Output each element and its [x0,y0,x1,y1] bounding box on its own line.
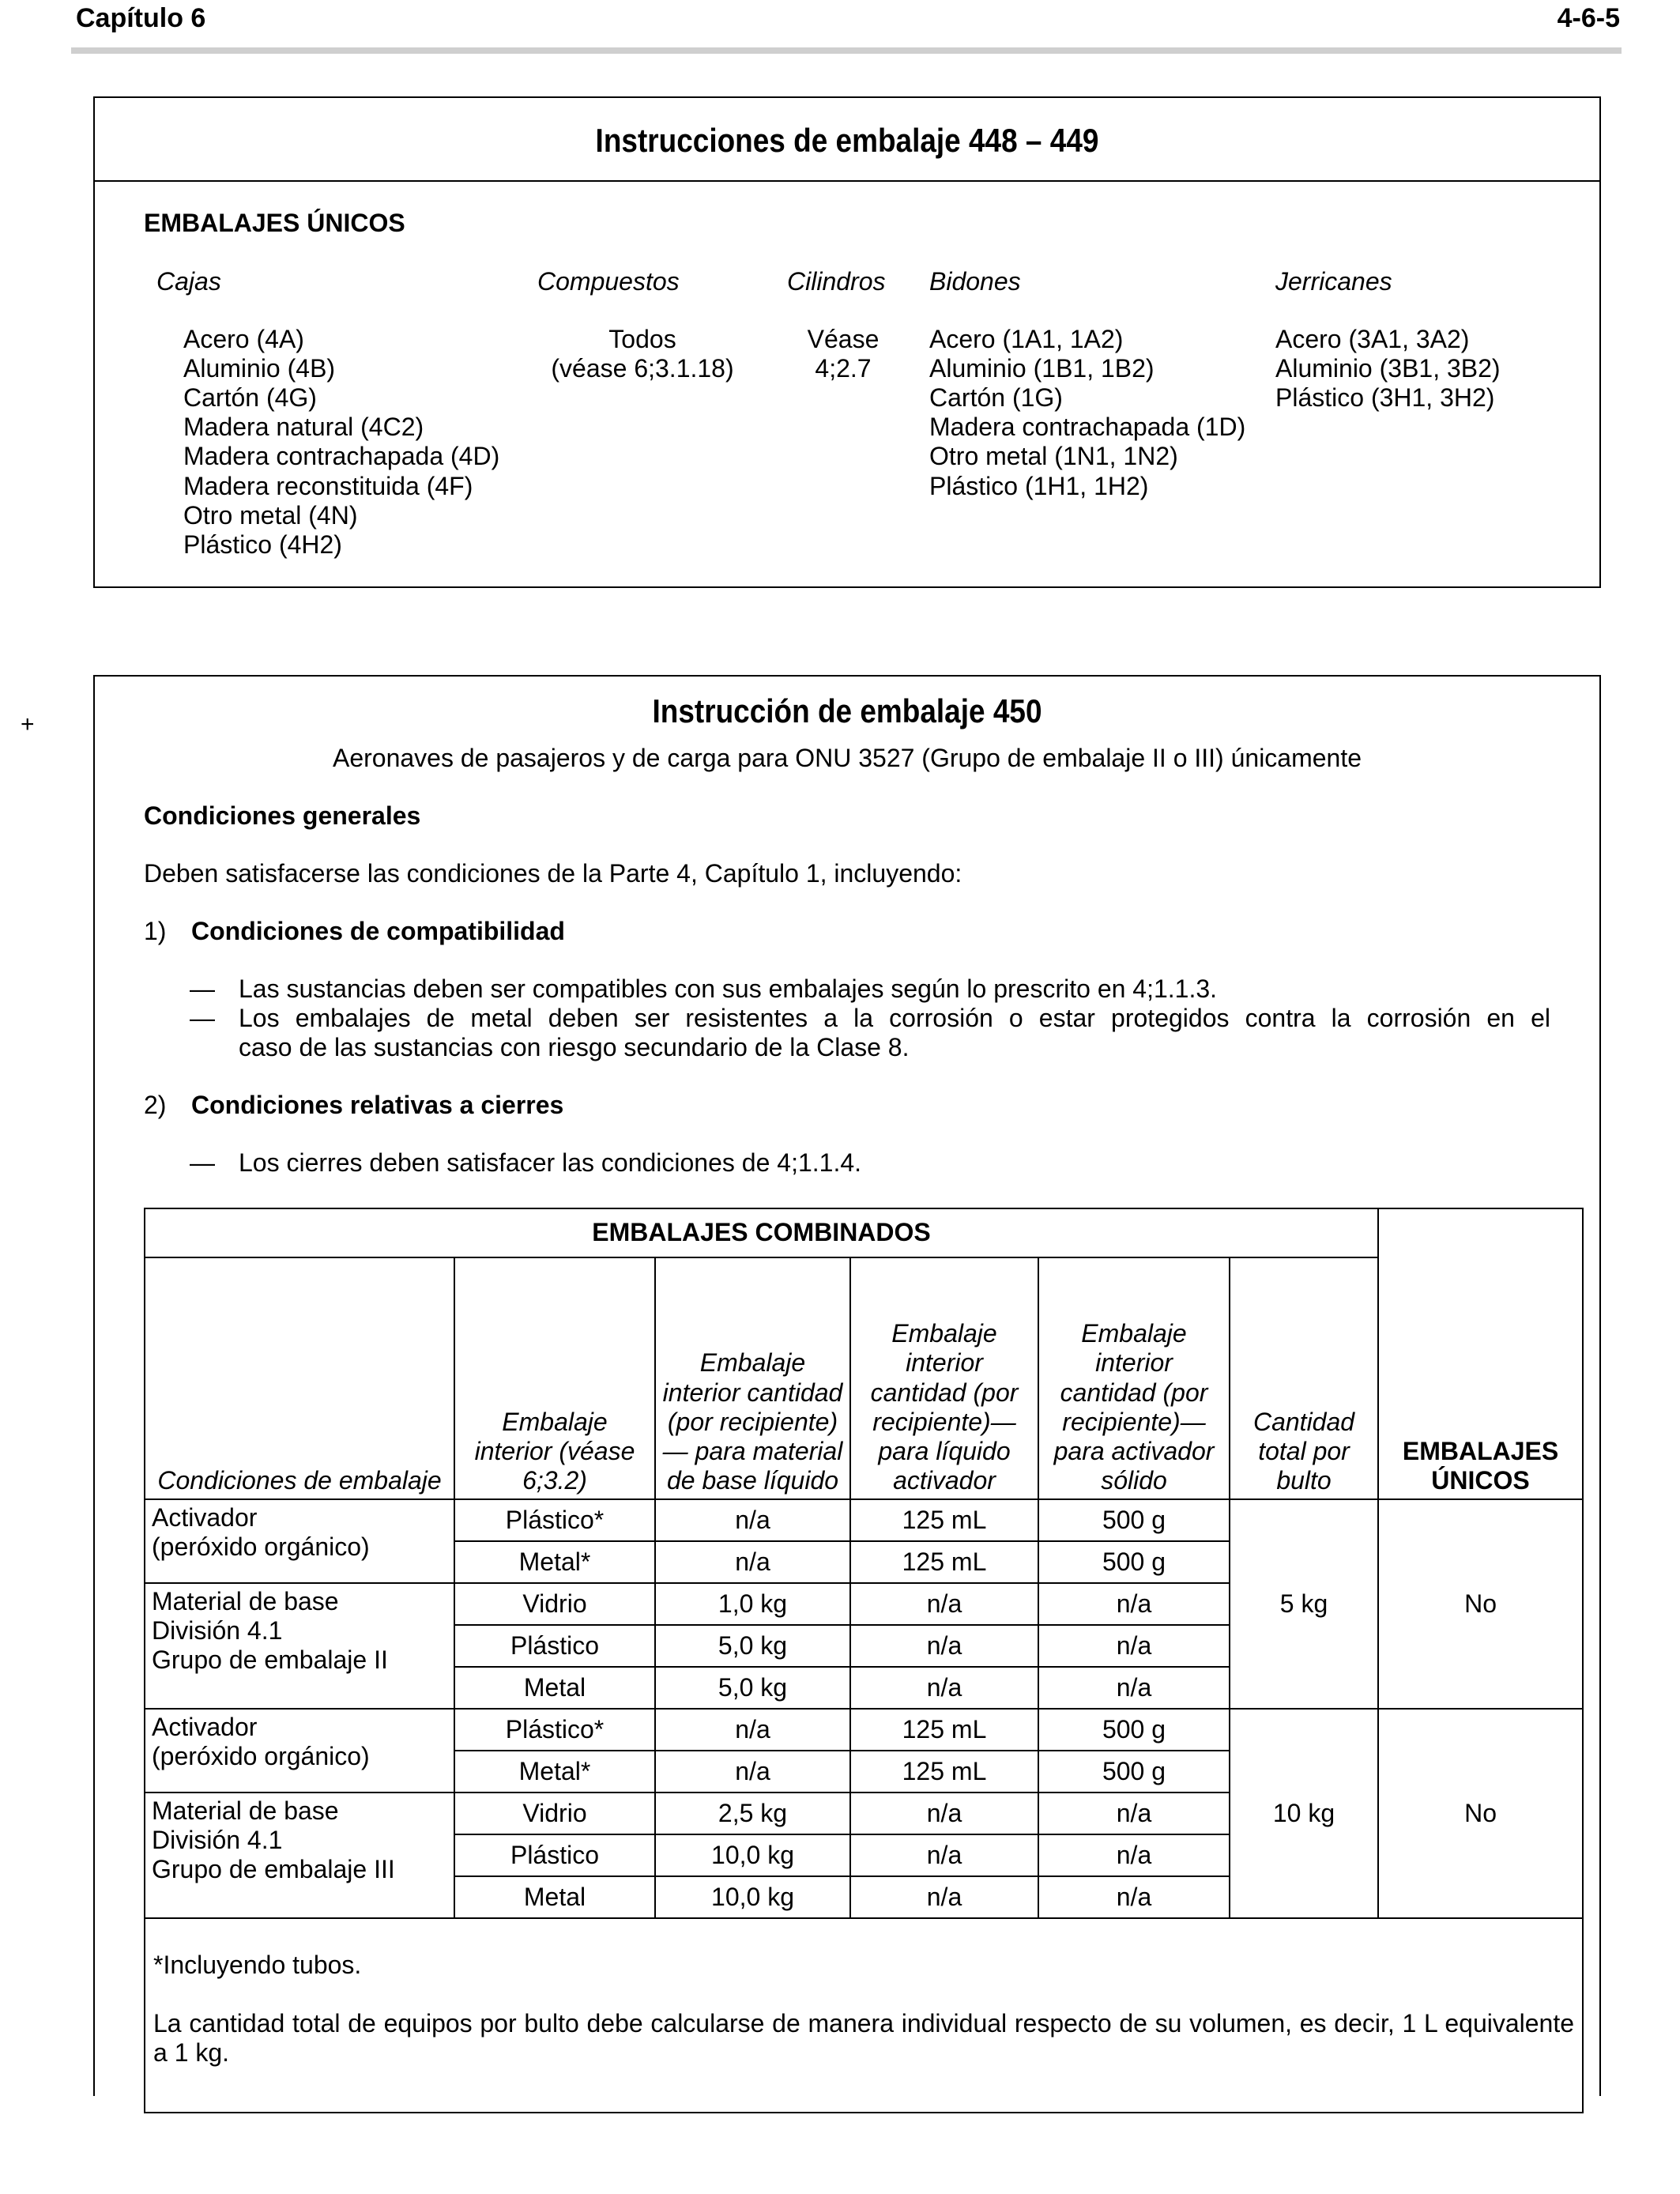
table-cell: n/a [1038,1834,1230,1876]
pi448-title-rule [95,180,1599,182]
condition-line: Grupo de embalaje III [152,1855,395,1884]
table-row [145,1709,1583,1751]
intro-text: Deben satisfacerse las condiciones de la Parte 4, Capítulo 1, incluyendo: [144,859,962,888]
single-cell: No [1378,1709,1583,1918]
table-cell: 10,0 kg [655,1876,850,1918]
table-cell: n/a [655,1499,850,1541]
list-item: Otro metal (4N) [183,500,358,530]
table-cell: 5,0 kg [655,1625,850,1667]
note-total-quantity: La cantidad total de equipos por bulto debe calcularse de manera individual respecto de su volumen, es decir, 1 L equivalente a 1 kg. [153,2009,1575,2068]
pi450-title: Instrucción de embalaje 450 [652,692,1042,729]
bullet-dash: — [190,1148,215,1177]
list-item: Acero (1A1, 1A2) [929,325,1124,353]
condition-cell [145,1793,454,1918]
table-cell: 500 g [1038,1751,1230,1793]
condition-line: Material de base [152,1796,339,1825]
cond2-number: 2) [144,1091,167,1119]
list-item: Aluminio (3B1, 3B2) [1275,354,1501,383]
table-cell: 125 mL [850,1541,1038,1583]
condition-cell [145,1499,454,1583]
chapter-label: Capítulo 6 [76,3,206,33]
list-item: Otro metal (1N1, 1N2) [929,442,1178,471]
margin-mark: + [21,711,35,737]
col-inner-header: Embalaje interior (véase 6;3.2) [454,1257,655,1499]
condition-line: (peróxido orgánico) [152,1532,370,1562]
cond1-bullet-2-line2: caso de las sustancias con riesgo secundario de la Clase 8. [239,1033,910,1061]
col-head-cilindros: Cilindros [787,267,886,296]
condition-line: Material de base [152,1587,339,1615]
list-item: Acero (3A1, 3A2) [1275,325,1470,353]
col-conditions-header: Condiciones de embalaje [145,1257,454,1499]
table-cell: 500 g [1038,1709,1230,1751]
table-cell: n/a [850,1583,1038,1625]
single-header: EMBALAJES ÚNICOS [1378,1208,1583,1499]
table-cell: n/a [1038,1625,1230,1667]
list-item: Plástico (4H2) [183,530,342,559]
list-item: Madera reconstituida (4F) [183,471,473,500]
table-cell: n/a [655,1709,850,1751]
list-item: Madera contrachapada (4D) [183,442,500,471]
cond1-bullet-2-line1: Los embalajes de metal deben ser resistentes a la corrosión o estar protegidos contra la corrosión en el [239,1004,1550,1032]
single-cell: No [1378,1499,1583,1709]
list-item: Cartón (1G) [929,383,1063,413]
table-cell: 500 g [1038,1499,1230,1541]
col-total-header: Cantidad total por bulto [1230,1257,1378,1499]
list-item: Todos [608,325,676,353]
general-conditions-heading: Condiciones generales [144,801,421,830]
list-item: Madera contrachapada (1D) [929,413,1246,442]
list-item: Plástico (1H1, 1H2) [929,471,1149,500]
table-cell: 2,5 kg [655,1793,850,1834]
jerricanes-list [1275,325,1501,413]
table-cell: 1,0 kg [655,1583,850,1625]
table-cell: Plástico* [454,1499,655,1541]
table-cell: Metal [454,1667,655,1709]
table-cell: n/a [1038,1793,1230,1834]
table-cell: n/a [1038,1667,1230,1709]
condition-cell [145,1709,454,1793]
list-item: Aluminio (1B1, 1B2) [929,354,1155,383]
bullet-dash: — [190,1004,215,1032]
table-cell: 125 mL [850,1499,1038,1541]
list-item: Véase [807,325,880,353]
list-item: Plástico (3H1, 3H2) [1275,383,1495,413]
list-item: Aluminio (4B) [183,354,336,383]
list-item: 4;2.7 [815,354,872,383]
condition-line: Activador [152,1503,258,1532]
cond1-number: 1) [144,917,167,945]
table-cell: n/a [850,1876,1038,1918]
total-cell: 5 kg [1230,1499,1378,1709]
list-item: Cartón (4G) [183,383,317,413]
pi448-title: Instrucciones de embalaje 448 – 449 [595,122,1099,159]
table-cell: Plástico [454,1834,655,1876]
table-row [145,1499,1583,1541]
col-base-header: Embalaje interior cantidad (por recipiente)— para material de base líquido [655,1257,850,1499]
condition-cell [145,1583,454,1709]
table-cell: n/a [850,1834,1038,1876]
cond1-title: Condiciones de compatibilidad [191,917,565,945]
table-cell: Metal [454,1876,655,1918]
table-cell: 500 g [1038,1541,1230,1583]
col-head-cajas: Cajas [156,267,221,296]
packing-table [144,1208,1584,2113]
cond2-bullet-1: Los cierres deben satisfacer las condiciones de 4;1.1.4. [239,1148,862,1177]
note-tubes: *Incluyendo tubos. [153,1951,362,1979]
condition-line: (peróxido orgánico) [152,1742,370,1771]
col-liquid-header: Embalaje interior cantidad (por recipiente)— para líquido activador [850,1257,1038,1499]
table-cell: n/a [655,1541,850,1583]
table-cell: Plástico [454,1625,655,1667]
table-cell: n/a [850,1625,1038,1667]
table-notes [145,1918,1583,2113]
condition-line: Grupo de embalaje II [152,1646,388,1675]
list-item: (véase 6;3.1.18) [551,354,734,383]
table-cell: Vidrio [454,1793,655,1834]
header-rule [71,47,1622,54]
pi450-subtitle: Aeronaves de pasajeros y de carga para ONU 3527 (Grupo de embalaje II o III) únicamente [332,744,1362,772]
page-number: 4-6-5 [1557,3,1620,33]
combined-header: EMBALAJES COMBINADOS [145,1208,1378,1257]
total-cell: 10 kg [1230,1709,1378,1918]
table-cell: 125 mL [850,1751,1038,1793]
col-head-bidones: Bidones [929,267,1021,296]
cond1-bullet-1: Las sustancias deben ser compatibles con sus embalajes según lo prescrito en 4;1.1.3. [239,974,1218,1003]
condition-line: División 4.1 [152,1616,283,1646]
table-cell: Vidrio [454,1583,655,1625]
table-cell: Metal* [454,1541,655,1583]
table-cell: Plástico* [454,1709,655,1751]
table-cell: n/a [850,1793,1038,1834]
table-cell: 10,0 kg [655,1834,850,1876]
pi448-section-heading: EMBALAJES ÚNICOS [144,209,405,237]
table-cell: n/a [655,1751,850,1793]
cajas-list [183,325,499,560]
col-head-jerricanes: Jerricanes [1275,267,1392,296]
bidones-list [929,325,1245,501]
table-cell: n/a [1038,1876,1230,1918]
col-solid-header: Embalaje interior cantidad (por recipiente)— para activador sólido [1038,1257,1230,1499]
cilindros-list [782,325,904,383]
table-cell: n/a [850,1667,1038,1709]
col-head-compuestos: Compuestos [537,267,680,296]
condition-line: Activador [152,1713,258,1741]
table-cell: 5,0 kg [655,1667,850,1709]
list-item: Acero (4A) [183,325,304,353]
table-cell: 125 mL [850,1709,1038,1751]
list-item: Madera natural (4C2) [183,413,424,442]
condition-line: División 4.1 [152,1826,283,1855]
cond2-title: Condiciones relativas a cierres [191,1091,564,1119]
table-cell: Metal* [454,1751,655,1793]
compuestos-list [528,325,757,383]
table-cell: n/a [1038,1583,1230,1625]
bullet-dash: — [190,974,215,1003]
